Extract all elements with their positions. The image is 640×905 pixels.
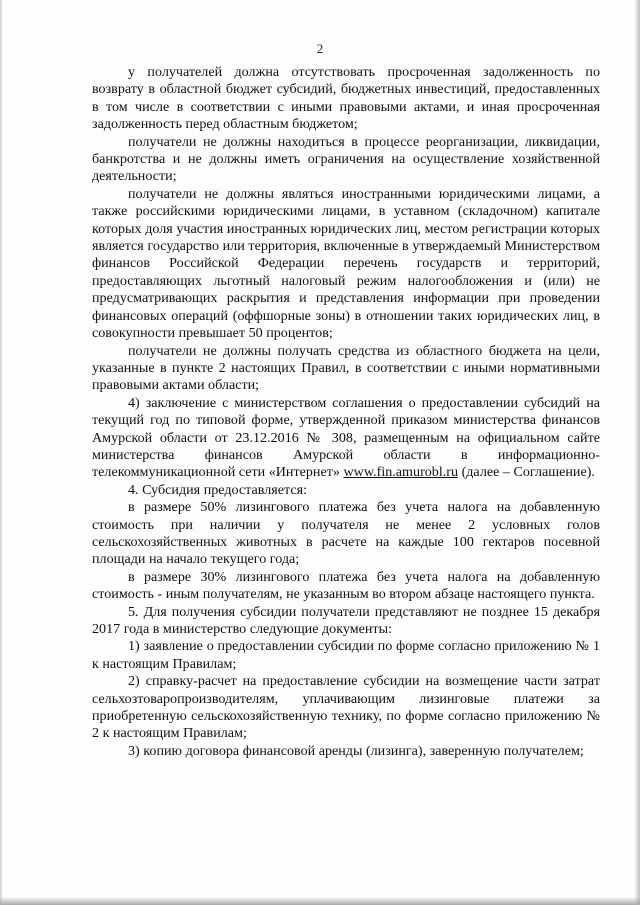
agreement-text: 4) заключение с министерством соглашения о предоставлении субсидий на текущий год по типовой форме, утвержденной приказом министерства финансов Амурской области от 23.12.2016 № 308, размещенным на официальном сайте министерства финансов Амурской области в информационно-телекоммуникационной сети «Интернет» <box>92 394 600 481</box>
paragraph-no-reorganization: получатели не должны находиться в процессе реорганизации, ликвидации, банкротства и не должны иметь ограничения на осуществление хозяйственной деятельности; <box>92 133 600 185</box>
paragraph-section-5-heading: 5. Для получения субсидии получатели представляют не позднее 15 декабря 2017 года в министерство следующие документы: <box>92 603 600 637</box>
paragraph-rate-30: в размере 30% лизингового платежа без учета налога на добавленную стоимость - иным получателям, не указанным во втором абзаце настоящего пункта. <box>92 568 600 603</box>
document-body <box>92 64 600 760</box>
paragraph-section-4-heading: 4. Субсидия предоставляется: <box>128 481 307 498</box>
agreement-suffix: (далее – Соглашение). <box>458 464 595 481</box>
scan-edge-bottom <box>0 897 640 905</box>
scan-edge-right <box>634 0 640 905</box>
paragraph-no-foreign-entities: получатели не должны являться иностранными юридическими лицами, а также российскими юридическими лицами, в уставном (складочном) капитале которых доля участия иностранных юридических лиц, местом регистрации которых является государство или территория, включенные в утверждаемый Министерством финансов Российской Федерации перечень государств и территорий, предоставляющих льготный налоговый режим налогообложения и (или) не предусматривающих раскрытия и представления информации при проведении финансовых операций (оффшорные зоны) в отношении таких юридических лиц, в совокупности превышает 50 процентов; <box>92 185 600 342</box>
paragraph-doc-calculation: 2) справку-расчет на предоставление субсидии на возмещение части затрат сельхозтоваропроизводителям, уплачивающим лизинговые платежи за приобретенную сельскохозяйственную технику, по форме согласно приложению № 2 к настоящим Правилам; <box>92 673 600 742</box>
paragraph-no-other-funds: получатели не должны получать средства из областного бюджета на цели, указанные в пункте 2 настоящих Правил, в соответствии с иными нормативными правовыми актами области; <box>92 342 600 394</box>
paragraph-rate-50: в размере 50% лизингового платежа без учета налога на добавленную стоимость при наличии у получателя не менее 2 условных голов сельскохозяйственных животных в расчете на каждые 100 гектаров посевной площади на начало текущего года; <box>92 499 600 568</box>
paragraph-agreement <box>92 395 600 482</box>
paragraph-doc-application: 1) заявление о предоставлении субсидии по форме согласно приложению № 1 к настоящим Правилам; <box>92 638 600 672</box>
paragraph-doc-lease-copy: 3) копию договора финансовой аренды (лизинга), заверенную получателем; <box>128 742 584 759</box>
ministry-site-link[interactable]: www.fin.amurobl.ru <box>343 464 459 481</box>
paragraph-no-overdue-debt: у получателей должна отсутствовать просроченная задолженность по возврату в областной бюджет субсидий, бюджетных инвестиций, предоставленных в том числе в соответствии с иными правовыми актами, и иная просроченная задолженность перед областным бюджетом; <box>92 64 600 133</box>
scan-edge-left <box>0 0 3 905</box>
page-number: 2 <box>316 41 324 56</box>
